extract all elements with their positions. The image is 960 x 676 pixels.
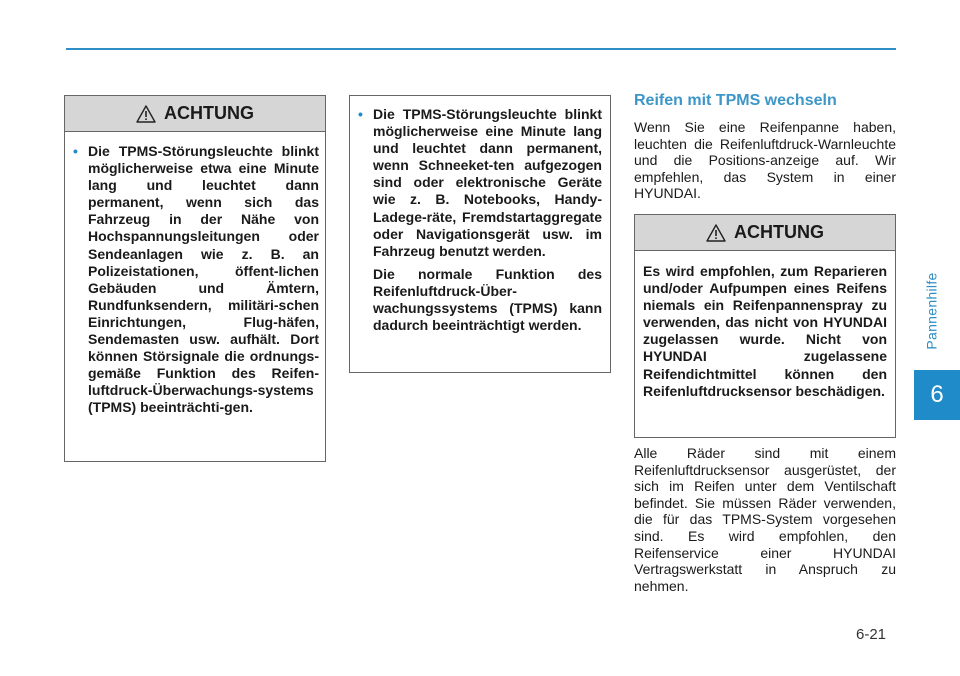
warning-triangle-icon xyxy=(136,105,156,123)
warning-triangle-icon xyxy=(706,224,726,242)
caution-box-2-text: Die TPMS-Störungsleuchte blinkt möglicherweise eine Minute lang und leuchtet dann permanent, wenn Schneeket-ten aufgezogen sind oder elektronische Geräte wie z. B. Notebooks, Handy-Ladege-räte, Fremdstartaggregate oder Navigationsgerät usw. im Fahrzeug benutzt werden. xyxy=(373,106,602,259)
intro-paragraph: Wenn Sie eine Reifenpanne haben, leuchten die Reifenluftdruck-Warnleuchte und die Positions-anzeige auf. Wir empfehlen, das System in einer HYUNDAI. xyxy=(634,119,896,202)
caution-box-3-text: Es wird empfohlen, zum Reparieren und/oder Aufpumpen eines Reifens niemals ein Reifenpannenspray zu verwenden, das nicht von HYUNDAI zugelassen wurde. Nicht von HYUNDAI zugelassene Reifendichtmittel können den Reifenluftdrucksensor beschädigen. xyxy=(643,263,887,399)
caution-box-2-text-block xyxy=(358,106,602,334)
page-number: 6-21 xyxy=(856,626,887,643)
chapter-side-label: Pannenhilfe xyxy=(924,272,941,350)
caution-box-2-text-2: Die normale Funktion des Reifenluftdruck-Über-wachungssystems (TPMS) kann dadurch beeinträchtigt werden. xyxy=(373,265,602,334)
section-title: Reifen mit TPMS wechseln xyxy=(634,92,837,109)
caution-box-1 xyxy=(64,95,326,462)
chapter-tab: 6 xyxy=(914,370,960,420)
caution-box-2 xyxy=(349,95,611,373)
bullet-marker: • xyxy=(358,106,363,122)
caution-box-1-header xyxy=(65,96,325,132)
outro-paragraph: Alle Räder sind mit einem Reifenluftdrucksensor ausgerüstet, der sich im Reifen unter dem Ventilschaft befindet. Sie müssen Räder verwenden, die für das TPMS-System vorgesehen sind. Es wird empfohlen, den Reifenservice einer HYUNDAI Vertragswerkstatt in Anspruch zu nehmen. xyxy=(634,445,896,594)
caution-box-3 xyxy=(634,214,896,438)
caution-box-3-header xyxy=(635,215,895,251)
bullet-marker: • xyxy=(73,143,78,159)
caution-box-3-title: ACHTUNG xyxy=(734,222,824,242)
top-rule xyxy=(66,48,896,50)
caution-box-1-text-block xyxy=(73,143,319,417)
caution-box-1-title: ACHTUNG xyxy=(164,103,254,123)
caution-box-1-text: Die TPMS-Störungsleuchte blinkt möglicherweise etwa eine Minute lang und leuchtet dann permanent, wenn sich das Fahrzeug in der Nähe von Hochspannungsleitungen oder Sendeanlagen wie z. B. an Polizeistationen, öffent-lichen Gebäuden und Ämtern, Rundfunksendern, militäri-schen Einrichtungen, Flug-häfen, Sendemasten usw. aufhält. Dort können Störsignale die ordnungs-gemäße Funktion des Reifen-luftdruck-Überwachungs-systems (TPMS) beeinträchti-gen. xyxy=(88,143,319,416)
